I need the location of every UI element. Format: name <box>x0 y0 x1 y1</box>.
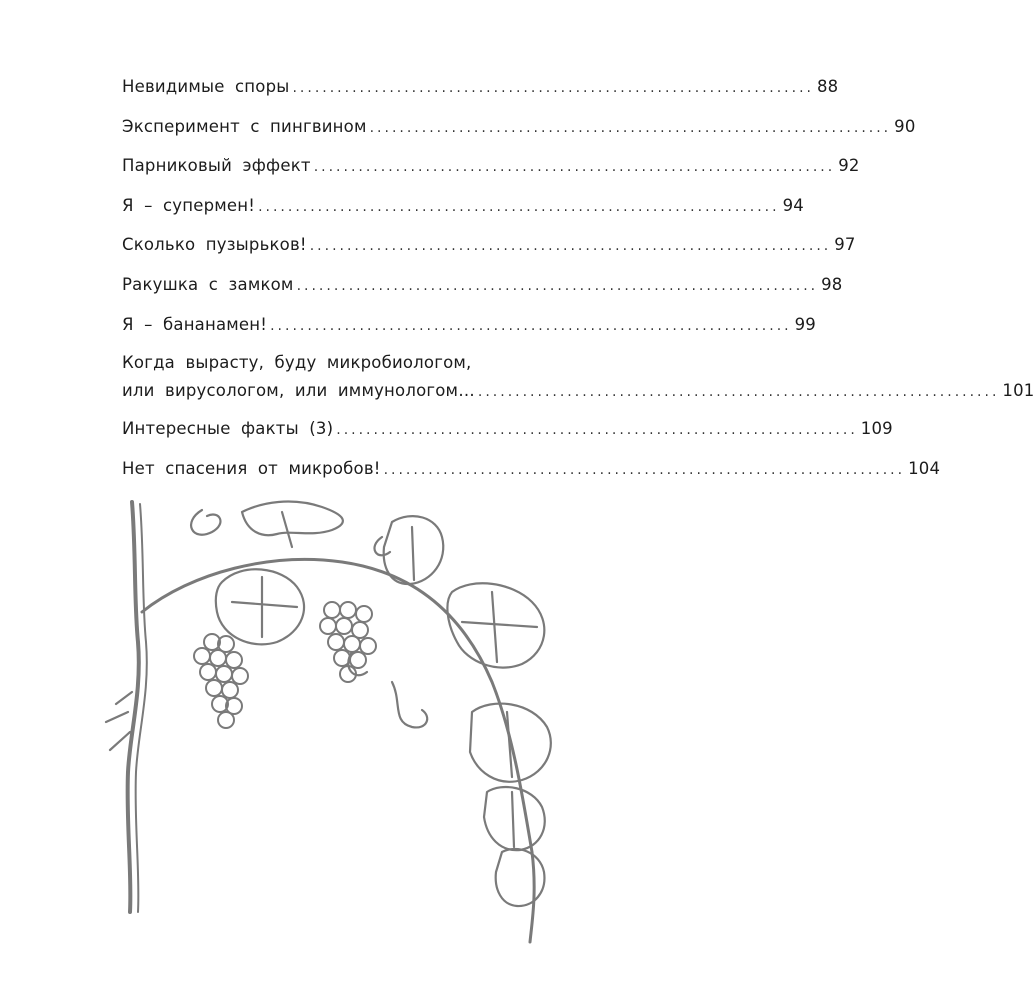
toc-entry-title: Я – бананамен! <box>122 314 268 334</box>
toc-entry[interactable] <box>122 306 817 346</box>
toc-entry-page: 99 <box>794 314 817 334</box>
toc-entry-title: Сколько пузырьков! <box>122 235 307 255</box>
dot-leader: ...................................................................... <box>296 277 819 294</box>
toc-entry[interactable] <box>122 450 941 490</box>
toc-entry-title-line1: Когда вырасту, буду микробиологом, <box>122 353 472 373</box>
toc-entry-page: 98 <box>821 274 843 294</box>
dot-leader: ...................................................................... <box>313 159 836 176</box>
grapevine-illustration <box>92 492 562 952</box>
toc-entry-title-line2: или вирусологом, или иммунологом… <box>122 381 475 401</box>
toc-entry-title: Парниковый эффект <box>122 156 311 176</box>
dot-leader: ...................................................................... <box>292 80 814 96</box>
toc-entry-page: 104 <box>908 458 941 478</box>
toc-entry-title: Я – супермен! <box>122 195 256 215</box>
toc-entry-page: 97 <box>834 235 856 255</box>
dot-leader: ...................................................................... <box>336 422 858 439</box>
dot-leader: ...................................................................... <box>309 238 832 255</box>
toc-entry-page: 92 <box>838 156 860 176</box>
table-of-contents <box>122 68 1035 489</box>
toc-entry-title: Интересные факты (3) <box>122 419 334 439</box>
toc-entry-title: Ракушка с замком <box>122 274 294 294</box>
toc-entry[interactable] <box>122 187 804 227</box>
toc-entry-title: Эксперимент с пингвином <box>122 116 367 136</box>
toc-entry[interactable] <box>122 108 916 148</box>
toc-entry[interactable] <box>122 349 1035 406</box>
toc-entry[interactable] <box>122 68 839 108</box>
dot-leader: ...................................................................... <box>477 384 1000 401</box>
toc-entry[interactable] <box>122 410 893 450</box>
toc-entry-page: 101 <box>1002 381 1035 401</box>
dot-leader: ...................................................................... <box>369 119 892 136</box>
dot-leader: ...................................................................... <box>258 198 780 215</box>
toc-entry-page: 109 <box>860 419 893 439</box>
dot-leader: ...................................................................... <box>270 317 792 334</box>
toc-entry[interactable] <box>122 266 843 306</box>
dot-leader: ...................................................................... <box>383 461 906 478</box>
toc-entry-page: 90 <box>894 116 916 136</box>
toc-entry-title: Нет спасения от микробов! <box>122 458 381 478</box>
toc-entry-title: Невидимые споры <box>122 77 290 96</box>
toc-entry[interactable] <box>122 147 860 187</box>
toc-entry-page: 94 <box>782 195 804 215</box>
toc-entry[interactable] <box>122 226 856 266</box>
toc-entry-page: 88 <box>816 77 839 96</box>
